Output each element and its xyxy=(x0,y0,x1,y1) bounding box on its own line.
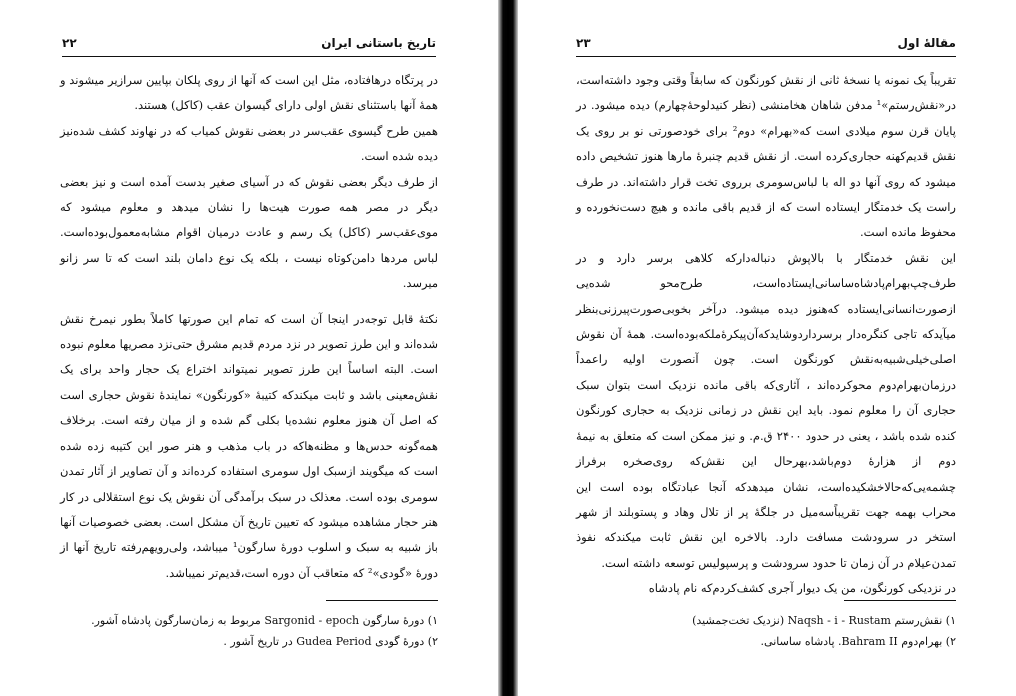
left-page xyxy=(0,0,498,696)
page-number: ۲۳ xyxy=(576,36,591,50)
paragraph: در پرتگاه درهافتاده، مثل این است که آنها از روی پلکان بپایین سرازیر میشوند و همهٔ آنها باستثنای نقش اولی دارای گیسوان عقب (کاکل) هستند. xyxy=(60,73,438,113)
footnote: ۱) نقش‌رستم Naqsh - i - Rustam (نزدیک تخت‌جمشید) xyxy=(692,614,956,627)
footnote: ۲) دورهٔ گودی Gudea Period در تاریخ آشور . xyxy=(223,635,438,648)
page-header xyxy=(62,34,436,57)
page-body xyxy=(60,68,438,586)
running-title: مقالهٔ اول xyxy=(897,36,956,50)
book-gutter xyxy=(498,0,518,696)
paragraph: از طرف دیگر بعضی نقوش که در آسیای صغیر بدست آمده است و نیز بعضی دیگر در مصر همه صورت هیت‌ها را نشان میدهد و معلوم میشود که موی‌عقب‌سر (کاکل) یک رسم و عادت درمیان اقوام مشابه‌معمول‌بوده‌است. لباس مردها دامن‌کوتاه نیست ، بلکه یک نوع دامان بلند است که تا سر زانو میرسد. xyxy=(60,174,438,291)
page-number: ۲۲ xyxy=(62,36,77,50)
footnote: ۲) بهرام‌دوم Bahram II. پادشاه ساسانی. xyxy=(760,635,956,648)
paragraph: تقریباً یک نمونه یا نسخهٔ ثانی از نقش کورنگون که سابقاً وقتی وجود داشته‌است، در«نقش‌رستم»¹ مدفن شاهان هخامنشی (نظر کنیدلوحهٔ‌چهارم) دیده میشود. در پایان قرن سوم میلادی است که«بهرام» دوم² برای خودصورتی نو بر روی یک نقش قدیم‌کهنه حجاری‌کرده است. از نقش قدیم چنبرهٔ مارها هنوز تشخیص داده میشود که روی آنها دو اله با لباس‌سومری برروی تخت قرار داشته‌اند. در طرف راست یک خدمتگار ایستاده است که از قدیم باقی مانده و هیچ دست‌نخورده و محفوظ مانده است. xyxy=(576,73,956,240)
right-page xyxy=(518,0,1016,696)
paragraph: نکتهٔ قابل توجه‌در اینجا آن است که تمام این صورتها کاملاً بطور نیمرخ نقش شده‌اند و این طرز تصویر در نزد مردم قدیم مشرق حتی‌نزد مصریها معلوم نبوده است. البته اساساً این طرز تصویر نمیتواند اختراع یک حجار واحد برای یک نقش‌معینی باشد و ثابت میکندکه کتیبهٔ «کورنگون» نماینده‌ٔ نقوش حجاری است که اصل آن هنوز معلوم نشده‌یا بکلی گم شده و از میان رفته است. برخلاف همه‌گونه حدس‌ها و مظنه‌هاکه در باب مذهب و هنر صور این کتیبه زده شده است که میگویند ازسبک اول سومری استفاده کرده‌اند و آن تصاویر از آثار تمدن سومری بوده است. معذلک در سبک برآمدگی آن نقوش یک نوع استقلالی در کار هنر حجار مشاهده میشود که تعیین تاریخ آن مشکل است. بعضی خصوصیات آنها باز شبیه به سبک و اسلوب دورهٔ سارگون¹ میباشد، ولی‌رویهم‌رفته تاریخ آنها از دورهٔ «گودی»² که متعاقب آن دوره است،قدیم‌تر نمیباشد. xyxy=(60,311,438,580)
page-body xyxy=(576,68,956,602)
page-header xyxy=(576,34,956,57)
footnote-divider xyxy=(844,600,956,601)
footnote: ۱) دورهٔ سارگون Sargonid - epoch مربوط به زمان‌سارگون پادشاه آشور. xyxy=(91,614,438,627)
paragraph: همین طرح گیسوی عقب‌سر در بعضی نقوش کمیاب که در نهاوند کشف شده‌نیز دیده شده است. xyxy=(60,123,438,164)
paragraph: این نقش خدمتگار با بالاپوش دنباله‌دارکه کلاهی برسر دارد و در طرف‌چپ‌بهرام‌پادشاه‌ساسانی‌ایستاده‌است، طرح‌محو شده‌یی ازصورت‌انسانی‌ایستاده که‌هنوز دیده میشود. درآخر بخوبی‌صورت‌پیرزنی‌بنظر میآید‌که تاجی کنگره‌دار برسر‌دارد‌و‌شاید‌که‌آن‌پیکرهٔ‌ملکه‌بوده‌است. همهٔ آن نقوش اصلی‌خیلی‌شبیه‌به‌نقش کورنگون است. چون آنصورت اولیه راعمداً درزمان‌بهرام‌دوم محوکرده‌اند ، آثاری‌که باقی مانده نزدیک است بتوان سبک حجاری آن را معلوم نمود. باید این نقش در زمانی نزدیک به حجاری کورنگون کنده شده باشد ، یعنی در حدود ۲۴۰۰ ق.م. و نیز ممکن است که متعلق به نیمهٔ دوم از هزارهٔ دوم‌باشد،بهرحال این نقش‌که روی‌صخره برفراز چشمه‌یی‌که‌حالا‌خشکیده‌است، نشان میدهدکه آنجا عبادتگاه بوده است این محراب بهمه جهت تقریباًسه‌میل در جلگهٔ پر از تلال وهاد و پستوبلند از شهر استخر در سرودشت مسافت دارد. بالاخره این نقش ثابت میکندکه نفوذ تمدن‌عیلام در آن زمان تا حدود سرودشت و پرسپولیس توسعه داشته است. xyxy=(576,250,956,570)
footnote-divider xyxy=(326,600,438,601)
footnotes xyxy=(576,610,956,652)
running-title: تاریخ باستانی ایران xyxy=(321,36,436,50)
paragraph: در نزدیکی کورنگون، من یک دیوار آجری کشف‌کردم‌که نام پادشاه xyxy=(648,581,956,596)
footnotes xyxy=(60,610,438,652)
